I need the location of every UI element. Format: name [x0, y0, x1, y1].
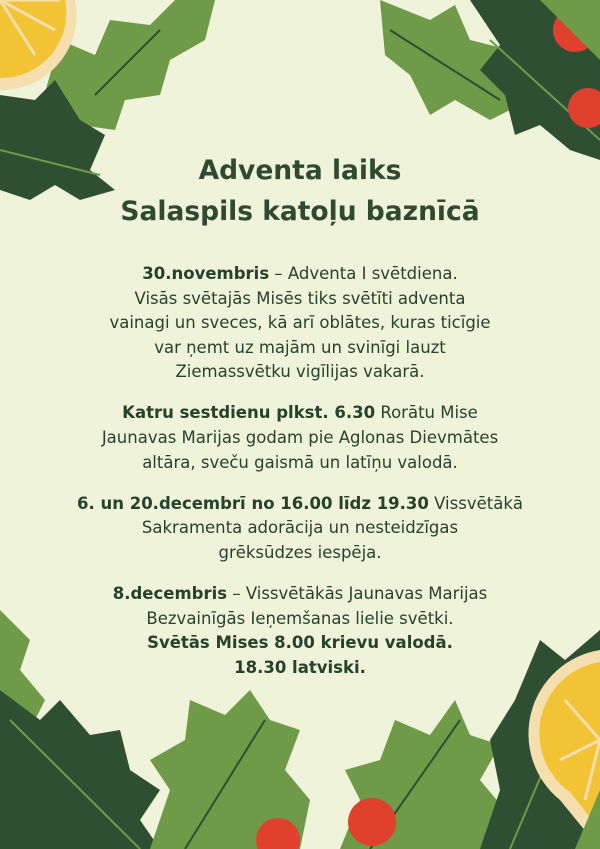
paragraph-text: grēksūdzes iespēja.	[218, 542, 382, 562]
paragraph-immaculate-conception	[60, 582, 540, 680]
page-title	[60, 150, 540, 232]
title-line-1: Adventa laiks	[198, 155, 402, 186]
paragraph-text: Jaunavas Marijas godam pie Aglonas Dievmātes	[101, 428, 499, 448]
paragraph-text: Sakramenta adorācija un nesteidzīgas	[141, 518, 459, 538]
paragraph-text: vainagi un sveces, kā arī oblātes, kuras ticīgie	[109, 313, 491, 333]
paragraph-text: altāra, sveču gaismā un latīņu valodā.	[142, 452, 458, 472]
paragraph-text: Bezvainīgās Ieņemšanas lielie svētki.	[146, 608, 454, 628]
date-label: 8.decembris	[112, 584, 228, 604]
title-line-2: Salaspils katoļu baznīcā	[120, 196, 480, 227]
paragraph-text: – Vissvētākās Jaunavas Marijas	[227, 584, 488, 604]
paragraph-text: Visās svētajās Misēs tiks svētīti adventa	[134, 288, 466, 308]
paragraph-rorate-mass	[60, 401, 540, 475]
mass-times-text: 18.30 latviski.	[234, 657, 366, 677]
paragraph-text: Rorātu Mise	[375, 403, 478, 423]
paragraph-text: – Adventa I svētdiena.	[269, 264, 458, 283]
paragraph-text: Ziemassvētku vigīlijas vakarā.	[175, 362, 425, 382]
date-label: 6. un 20.decembrī no 16.00 līdz 19.30	[76, 493, 429, 513]
paragraph-text: var ņemt uz majām un svinīgi lauzt	[154, 337, 446, 357]
mass-times-text: Svētās Mises 8.00 krievu valodā.	[147, 633, 453, 653]
date-label: Katru sestdienu plkst. 6.30	[122, 403, 376, 423]
date-label: 30.novembris	[142, 264, 270, 283]
top-right-holly	[380, 0, 600, 160]
paragraph-text: Vissvētākā	[428, 493, 524, 513]
paragraph-adoration	[60, 492, 540, 566]
announcement-body	[60, 262, 540, 697]
paragraph-advent-sunday	[60, 262, 540, 385]
